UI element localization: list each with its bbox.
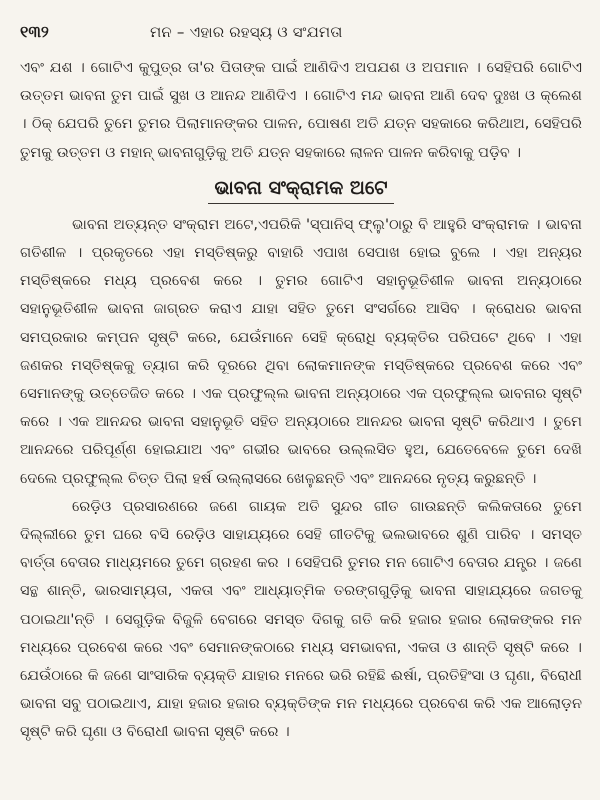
paragraph-radio-analogy: ରେଡ଼ିଓ ପ୍ରସାରଣରେ ଜଣେ ଗାୟକ ଅତି ସୁନ୍ଦର ଗୀତ ଗାଉଛନ୍ତି କଲିକତାରେ ତୁମେ ଦିଲ୍ଲୀରେ ତୁମ ଘରେ ବସି ରେଡ଼ିଓ ସାହାଯ୍ୟରେ ସେହି ଗୀତଟିକୁ ଭଲଭାବରେ ଶୁଣି ପାରିବ । ସମସ୍ତ ବାର୍ତ୍ତା ବେତାର ମାଧ୍ୟମରେ ତୁମେ ଗ୍ରହଣ କର । ସେହିପରି ତୁମର ମନ ଗୋଟିଏ ବେତାର ଯନ୍ତ୍ର । ଜଣେ ସନ୍ଥ ଶାନ୍ତି, ଭାରସାମ୍ୟତା, ଏକତା ଏବଂ ଆଧ୍ୟାତ୍ମିକ ତରଙ୍ଗଗୁଡ଼ିକୁ ଭାବନା ସାହାଯ୍ୟରେ ଜଗତକୁ ପଠାଇଥା'ନ୍ତି । ସେଗୁଡ଼ିକ ବିଜୁଳି ବେଗରେ ସମସ୍ତ ଦିଗକୁ ଗତି କରି ହଜାର ହଜାର ଲୋକଙ୍କର ମନ ମଧ୍ୟରେ ପ୍ରବେଶ କରେ ଏବଂ ସେମାନଙ୍କଠାରେ ମଧ୍ୟ ସମଭାବନା, ଏକତା ଓ ଶାନ୍ତି ସୃଷ୍ଟି କରେ । ଯେଉଁଠାରେ କି ଜଣେ ସାଂସାରିକ ବ୍ୟକ୍ତି ଯାହାର ମନରେ ଭରି ରହିଛି ଈର୍ଷା, ପ୍ରତିହିଂସା ଓ ଘୃଣା, ବିରୋଧୀ ଭାବନା ସବୁ ପଠାଇଥାଏ, ଯାହା ହଜାର ହଜାର ବ୍ୟକ୍ତିଙ୍କ ମନ ମଧ୍ୟରେ ପ୍ରବେଶ କରି ଏକ ଆଲୋଡ଼ନ ସୃଷ୍ଟି କରି ଘୃଣା ଓ ବିରୋଧୀ ଭାବନା ସୃଷ୍ଟି କରେ । [20, 497, 582, 741]
paragraph-contagious-thoughts: ଭାବନା ଅତ୍ୟନ୍ତ ସଂକ୍ରାମ ଅଟେ,ଏପରିକି 'ସ୍ପାନିସ୍ ଫ୍ଲୁ'ଠାରୁ ବି ଆହୁରି ସଂକ୍ରାମକ । ଭାବନା ଗତିଶୀଳ । ପ୍ରକୃତରେ ଏହା ମସ୍ତିଷ୍କରୁ ବାହାରି ଏପାଖ ସେପାଖ ହୋଇ ବୁଲେ । ଏହା ଅନ୍ୟର ମସ୍ତିଷ୍କରେ ମଧ୍ୟ ପ୍ରବେଶ କରେ । ତୁମର ଗୋଟିଏ ସହାନୁଭୂତିଶୀଳ ଭାବନା ଅନ୍ୟଠାରେ ସହାନୁଭୂତିଶୀଳ ଭାବନା ଜାଗ୍ରତ କରାଏ ଯାହା ସହିତ ତୁମେ ସଂସର୍ଗରେ ଆସିବ । କ୍ରୋଧର ଭାବନା ସମପ୍ରକାର କମ୍ପନ ସୃଷ୍ଟି କରେ, ଯେଉଁମାନେ ସେହି କ୍ରୋଧି ବ୍ୟକ୍ତିର ପରିପଟେ ଥିବେ । ଏହା ଜଣକର ମସ୍ତିଷ୍କକୁ ତ୍ୟାଗ କରି ଦୂରରେ ଥିବା ଲୋକମାନଙ୍କ ମସ୍ତିଷ୍କରେ ପ୍ରବେଶ କରେ ଏବଂ ସେମାନଙ୍କୁ ଉତ୍ତେଜିତ କରେ । ଏକ ପ୍ରଫୁଲ୍ଲ ଭାବନା ଅନ୍ୟଠାରେ ଏକ ପ୍ରଫୁଲ୍ଲ ଭାବନାର ସୃଷ୍ଟି କରେ । ଏକ ଆନନ୍ଦର ଭାବନା ସହାନୁଭୂତି ସହିତ ଅନ୍ୟଠାରେ ଆନନ୍ଦର ଭାବନା ସୃଷ୍ଟି କରିଥାଏ । ତୁମେ ଆନନ୍ଦରେ ପରିପୂର୍ଣ୍ଣ ହୋଇଯାଅ ଏବଂ ଗଭୀର ଭାବରେ ଉଲ୍ଲସିତ ହୁଅ, ଯେତେବେଳେ ତୁମେ ଦେଖି ଦେଲେ ପ୍ରଫୁଲ୍ଲ ଚିତ୍ତ ପିଲା ହର୍ଷ ଉଲ୍ଲାସରେ ଖେଳୁଛନ୍ତି ଏବଂ ଆନନ୍ଦରେ ନୃତ୍ୟ କରୁଛନ୍ତି । [20, 215, 582, 487]
page-number: ୧୩୨ [20, 22, 49, 41]
section-heading-text: ଭାବନା ସଂକ୍ରାମକ ଅଟେ [208, 173, 393, 204]
paragraph-continuation: ଏବଂ ଯଶ । ଗୋଟିଏ କୁପୁତ୍ର ତା'ର ପିତାଙ୍କ ପାଇଁ ଆଣିଦିଏ ଅପଯଶ ଓ ଅପମାନ । ସେହିପରି ଗୋଟିଏ ଉତ୍ତମ ଭାବନା ତୁମ ପାଇଁ ସୁଖ ଓ ଆନନ୍ଦ ଆଣିଦିଏ । ଗୋଟିଏ ମନ୍ଦ ଭାବନା ଆଣି ଦେବ ଦୁଃଖ ଓ କ୍ଲେଶ । ଠିକ୍ ଯେପରି ତୁମେ ତୁମର ପିଲାମାନଙ୍କର ପାଳନ, ପୋଷଣ ଅତି ଯତ୍ନ ସହକାରେ କରିଥାଅ, ସେହିପରି ତୁମକୁ ଉତ୍ତମ ଓ ମହାନ୍ ଭାବନାଗୁଡ଼ିକୁ ଅତି ଯତ୍ନ ସହକାରେ ଲାଳନ ପାଳନ କରିବାକୁ ପଡ଼ିବ । [20, 59, 582, 161]
section-heading [20, 173, 582, 207]
running-header [20, 22, 582, 48]
running-title: ମନ – ଏହାର ରହସ୍ୟ ଓ ସଂଯମତା [150, 23, 343, 41]
